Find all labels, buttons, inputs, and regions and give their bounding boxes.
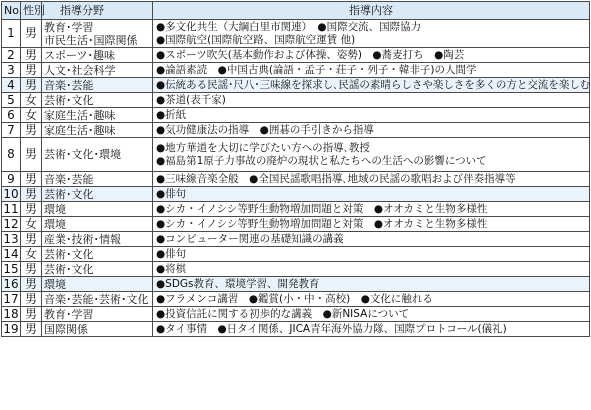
- table-row: [2, 123, 590, 138]
- table-header-row: [2, 2, 590, 20]
- table-body: [2, 20, 590, 337]
- instructor-table: [1, 1, 590, 337]
- row-number: 18: [3, 306, 19, 321]
- row-field: [42, 307, 153, 322]
- row-content: [153, 292, 590, 307]
- row-number: 6: [2, 108, 21, 123]
- row-content: [153, 217, 590, 232]
- row-field: [42, 277, 153, 292]
- row-number: 4: [2, 78, 21, 93]
- content-line: ●スポーツ吹矢(基本動作および体操、姿勢) ●蕎麦打ち ●陶芸: [156, 48, 465, 61]
- content-line: ●投資信託に関する初歩的な講義 ●新NISAについて: [156, 307, 410, 320]
- row-sex: 男: [21, 172, 42, 187]
- row-field: [42, 247, 153, 262]
- row-number: 15: [3, 261, 19, 276]
- content-line: ●福島第1原子力事故の廃炉の現状と私たちへの生活への影響について: [156, 154, 487, 167]
- row-field: [42, 232, 153, 247]
- table-row: [2, 232, 590, 247]
- table-row: [2, 93, 590, 108]
- row-field: [42, 187, 153, 202]
- header-field: 指導分野: [42, 2, 153, 20]
- table-row: [2, 277, 590, 292]
- row-sex: 男: [21, 78, 42, 93]
- header-no: No.: [2, 2, 21, 20]
- row-field: [42, 78, 153, 93]
- field-line: 芸術･文化: [44, 247, 94, 261]
- row-number: 1: [2, 20, 21, 48]
- table-row: [2, 48, 590, 63]
- field-line: 環境: [44, 202, 66, 216]
- field-line: 芸術･文化: [44, 93, 94, 107]
- table-row: [2, 202, 590, 217]
- field-line: 音楽･芸能: [44, 172, 94, 186]
- row-sex: 男: [21, 307, 42, 322]
- table-row: [2, 292, 590, 307]
- row-number: 13: [3, 231, 19, 246]
- row-number: 16: [3, 276, 19, 291]
- content-line: ●俳句: [156, 187, 187, 200]
- row-sex: 男: [21, 232, 42, 247]
- table-row: [2, 63, 590, 78]
- row-field: [42, 292, 153, 307]
- row-sex: 女: [21, 247, 42, 262]
- row-number: 19: [3, 321, 19, 336]
- field-line: 教育･学習: [44, 307, 94, 321]
- row-sex: 男: [21, 292, 42, 307]
- row-content: [153, 262, 590, 277]
- instructor-table-container: [1, 1, 589, 337]
- row-content: [153, 48, 590, 63]
- table-row: [2, 247, 590, 262]
- header-content: 指導内容: [153, 2, 590, 20]
- row-number: 11: [3, 201, 19, 216]
- content-line: ●コンピューター関連の基礎知識の講義: [156, 232, 344, 245]
- row-sex: 男: [21, 262, 42, 277]
- field-line: 芸術･文化･環境: [44, 148, 121, 161]
- field-line: 国際関係: [44, 322, 88, 336]
- row-field: [42, 262, 153, 277]
- row-content: [153, 123, 590, 138]
- row-content: [153, 322, 590, 337]
- field-line: 市民生活･国際関係: [44, 33, 138, 47]
- field-line: スポーツ･趣味: [44, 48, 116, 62]
- content-line: ●シカ・イノシシ等野生動物増加問題と対策 ●オオカミと生物多様性: [156, 217, 488, 230]
- header-sex: 性別: [21, 2, 42, 20]
- row-sex: 男: [21, 48, 42, 63]
- field-line: 人文･社会科学: [44, 63, 116, 77]
- row-content: [153, 307, 590, 322]
- row-content: [153, 232, 590, 247]
- row-number: 2: [2, 48, 21, 63]
- table-row: [2, 138, 590, 172]
- row-sex: 女: [21, 217, 42, 232]
- field-line: 家庭生活･趣味: [44, 108, 116, 122]
- content-line: ●茶道(表千家): [156, 93, 226, 106]
- field-line: 環境: [44, 277, 66, 291]
- table-row: [2, 108, 590, 123]
- row-number: 7: [2, 123, 21, 138]
- row-number: 8: [2, 138, 21, 172]
- row-content: [153, 247, 590, 262]
- row-field: [42, 48, 153, 63]
- content-line: ●シカ・イノシシ等野生動物増加問題と対策 ●オオカミと生物多様性: [156, 202, 488, 215]
- content-line: ●多文化共生（大綱白里市関連） ●国際交流、国際協力: [156, 20, 422, 33]
- row-field: [42, 322, 153, 337]
- row-content: [153, 93, 590, 108]
- row-sex: 男: [21, 202, 42, 217]
- row-sex: 男: [21, 123, 42, 138]
- row-field: [42, 172, 153, 187]
- row-sex: 男: [21, 277, 42, 292]
- content-line: ●俳句: [156, 247, 187, 260]
- content-line: ●将棋: [156, 262, 187, 275]
- row-content: [153, 138, 590, 172]
- row-number: 17: [3, 291, 19, 306]
- field-line: 家庭生活･趣味: [44, 123, 116, 137]
- row-sex: 男: [21, 187, 42, 202]
- row-field: [42, 93, 153, 108]
- field-line: 芸術･文化: [44, 262, 94, 276]
- row-sex: 男: [21, 63, 42, 78]
- row-sex: 女: [21, 93, 42, 108]
- row-number: 5: [2, 93, 21, 108]
- row-content: [153, 20, 590, 48]
- content-line: ●タイ事情 ●日タイ関係、JICA青年海外協力隊、国際プロトコール(儀礼): [156, 322, 507, 335]
- table-row: [2, 187, 590, 202]
- row-field: [42, 63, 153, 78]
- row-sex: 男: [21, 20, 42, 48]
- row-content: [153, 202, 590, 217]
- row-content: [153, 63, 590, 78]
- row-sex: 女: [21, 108, 42, 123]
- table-row: [2, 217, 590, 232]
- content-line: ●論語素読 ●中国古典(論語・孟子・荘子・列子・韓非子)の人間学: [156, 63, 477, 76]
- content-line: ●折紙: [156, 108, 187, 121]
- content-line: ●伝統ある民謡･尺八･三味線を探求し､民謡の素晴らしさや楽しさを多くの方と交流を楽しむ: [156, 78, 591, 91]
- row-number: 12: [3, 216, 19, 231]
- table-row: [2, 307, 590, 322]
- field-line: 音楽･芸能: [44, 78, 94, 92]
- table-row: [2, 322, 590, 337]
- row-number: 9: [2, 172, 21, 187]
- content-line: ●地方華道を大切に学びたい方への指導､教授: [156, 141, 370, 154]
- table-row: [2, 262, 590, 277]
- field-line: 教育･学習: [44, 20, 94, 34]
- content-line: ●SDGs教育、環境学習、開発教育: [156, 277, 320, 290]
- field-line: 音楽･芸能･芸術･文化: [44, 292, 149, 306]
- row-number: 14: [3, 246, 19, 261]
- content-line: ●三味線音楽全般 ●全国民謡歌唱指導､地域の民謡の歌唱および伴奏指導等: [156, 172, 516, 185]
- row-content: [153, 187, 590, 202]
- row-content: [153, 78, 590, 93]
- field-line: 環境: [44, 217, 66, 231]
- table-row: [2, 78, 590, 93]
- row-field: [42, 138, 153, 172]
- row-field: [42, 202, 153, 217]
- row-field: [42, 123, 153, 138]
- row-field: [42, 217, 153, 232]
- row-sex: 男: [21, 138, 42, 172]
- row-number: 3: [2, 63, 21, 78]
- row-sex: 男: [21, 322, 42, 337]
- table-row: [2, 20, 590, 48]
- content-line: ●国際航空(国際航空路、国際航空運賃 他): [156, 33, 356, 46]
- row-content: [153, 277, 590, 292]
- row-content: [153, 172, 590, 187]
- field-line: 産業･技術･情報: [44, 232, 121, 246]
- row-content: [153, 108, 590, 123]
- content-line: ●気功健康法の指導 ●囲碁の手引きから指導: [156, 123, 374, 136]
- table-row: [2, 172, 590, 187]
- row-number: 10: [3, 186, 19, 201]
- row-field: [42, 20, 153, 48]
- field-line: 芸術･文化: [44, 187, 94, 201]
- row-field: [42, 108, 153, 123]
- content-line: ●フラメンコ講習 ●鑑賞(小・中・高校) ●文化に触れる: [156, 292, 433, 305]
